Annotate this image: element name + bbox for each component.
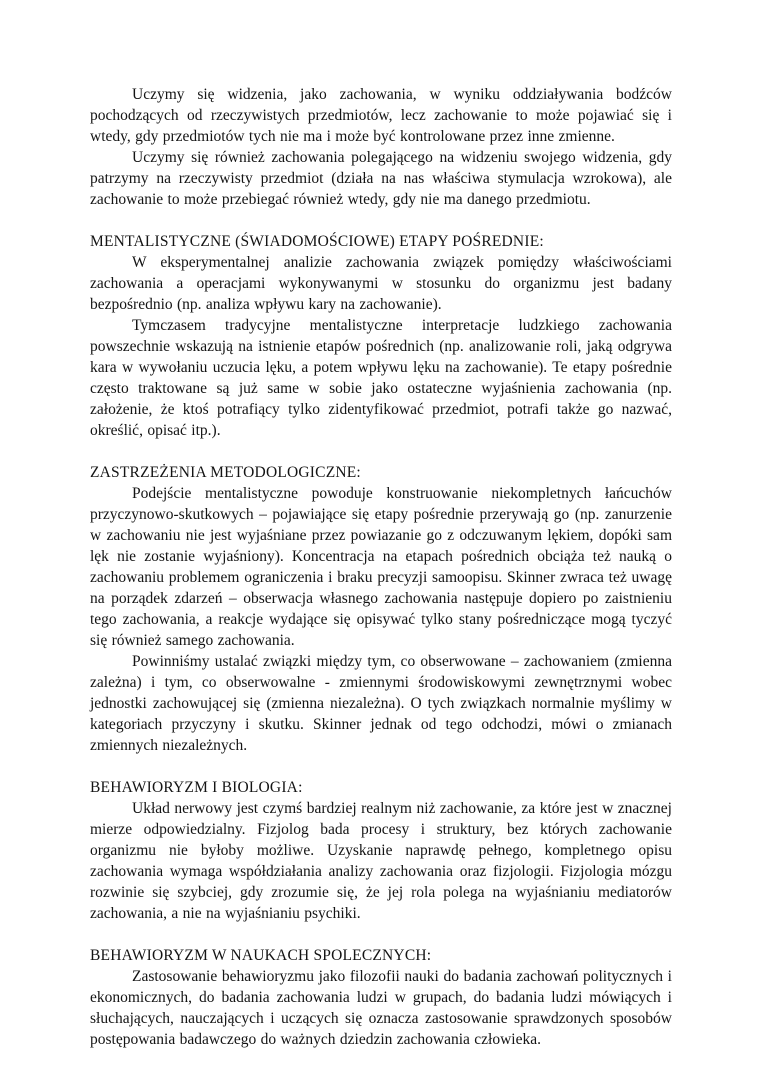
section-paragraph: Podejście mentalistyczne powoduje konstruowanie niekompletnych łańcuchów przyczynowo-skutkowych – pojawiające się etapy pośrednie przerywają go (np. zanurzenie w zachowaniu nie jest wyjaśniane przez powiazanie go z odczuwanym lękiem, dopóki sam lęk nie zostanie wyjaśniony). Koncentracja na etapach pośrednich obciąża też nauką o zachowaniu problemem ograniczenia i braku precyzji samoopisu. Skinner zwraca też uwagę na porządek zdarzeń – obserwacja własnego zachowania następuje dopiero po zaistnieniu tego zachowania, a reakcje wydające się opisywać tylko stany pośredniczące mogą tyczyć się również samego zachowania.: [90, 485, 672, 649]
section-heading-behawioryzm-w-naukach-spolecznych: BEHAWIORYZM W NAUKACH SPOLECZNYCH:: [90, 947, 432, 964]
section-heading-zastrzezenia-metodologiczne: ZASTRZEŻENIA METODOLOGICZNE:: [90, 464, 361, 481]
section-paragraph: Tymczasem tradycyjne mentalistyczne interpretacje ludzkiego zachowania powszechnie wskazują na istnienie etapów pośrednich (np. analizowanie roli, jaką odgrywa kara w wywołaniu uczucia lęku, a potem wpływu lęku na zachowanie). Te etapy pośrednie często traktowane są już same w sobie jako ostateczne wyjaśnienia zachowania (np. założenie, że ktoś potrafiący tylko zidentyfikować przedmiot, potrafi także go nazwać, określić, opisać itp.).: [90, 317, 672, 439]
section-paragraph: Powinniśmy ustalać związki między tym, co obserwowane – zachowaniem (zmienna zależna) i tym, co obserwowalne - zmiennymi środowiskowymi zewnętrznymi wobec jednostki zachowującej się (zmienna niezależna). O tych związkach normalnie myślimy w kategoriach przyczyny i skutku. Skinner jednak od tego odchodzi, mówi o zmianach zmiennych niezależnych.: [90, 653, 672, 754]
section-heading-mentalistyczne-etapy-posrednie: MENTALISTYCZNE (ŚWIADOMOŚCIOWE) ETAPY POŚREDNIE:: [90, 233, 544, 250]
intro-paragraph-2: Uczymy się również zachowania polegającego na widzeniu swojego widzenia, gdy patrzymy na rzeczywisty przedmiot (działa na nas właściwa stymulacja wzrokowa), ale zachowanie to może przebiegać również wtedy, gdy nie ma danego przedmiotu.: [90, 149, 672, 208]
section-paragraph: Układ nerwowy jest czymś bardziej realnym niż zachowanie, za które jest w znacznej mierze odpowiedzialny. Fizjolog bada procesy i struktury, bez których zachowanie organizmu nie byłoby możliwe. Uzyskanie naprawdę pełnego, kompletnego opisu zachowania wymaga współdziałania analizy zachowania oraz fizjologii. Fizjologia mózgu rozwinie się szybciej, gdy zrozumie się, że jej rola polega na wyjaśnianiu mediatorów zachowania, a nie na wyjaśnianiu psychiki.: [90, 800, 672, 922]
section-paragraph: W eksperymentalnej analizie zachowania związek pomiędzy właściwościami zachowania a operacjami wykonywanymi w stosunku do organizmu jest badany bezpośrednio (np. analiza wpływu kary na zachowanie).: [90, 254, 672, 313]
section-paragraph: Zastosowanie behawioryzmu jako filozofii nauki do badania zachowań politycznych i ekonomicznych, do badania zachowania ludzi w grupach, do badania ludzi mówiących i słuchających, nauczających i uczących się oznacza zastosowanie sprawdzonych sposobów postępowania badawczego do ważnych dziedzin zachowania człowieka.: [90, 968, 672, 1048]
intro-paragraph-1: Uczymy się widzenia, jako zachowania, w wyniku oddziaływania bodźców pochodzących od rzeczywistych przedmiotów, lecz zachowanie to może pojawiać się i wtedy, gdy przedmiotów tych nie ma i może być kontrolowane przez inne zmienne.: [90, 86, 672, 145]
section-heading-behawioryzm-i-biologia: BEHAWIORYZM I BIOLOGIA:: [90, 779, 303, 796]
